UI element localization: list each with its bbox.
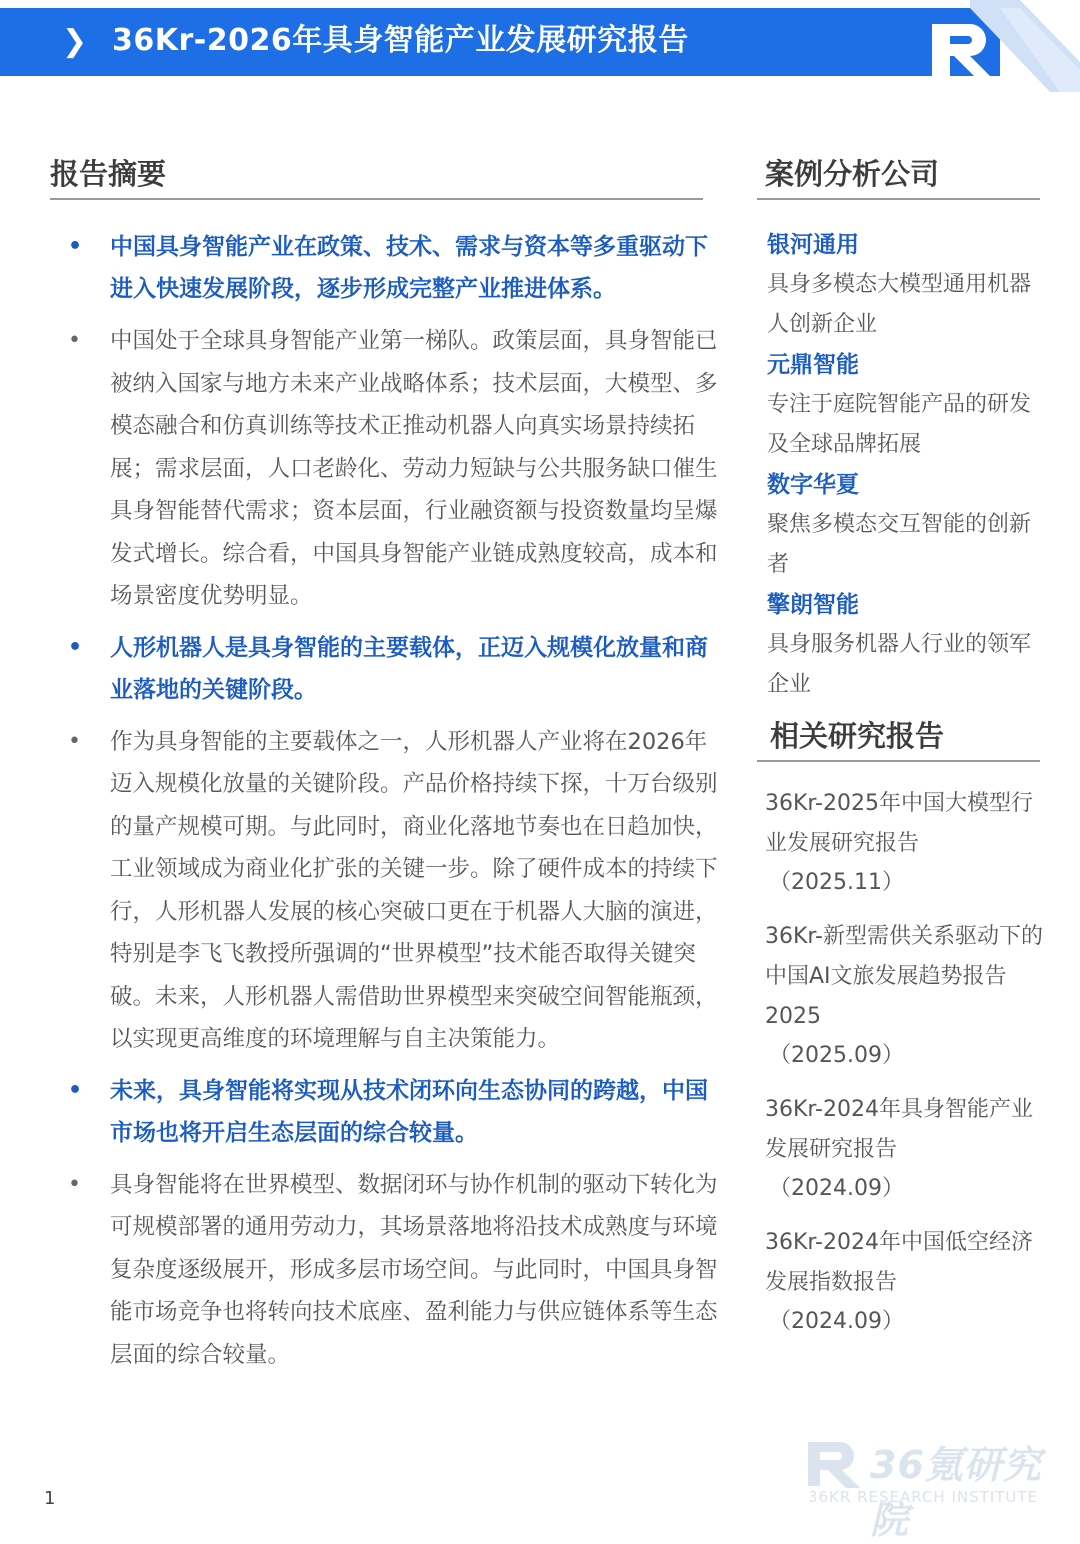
related-report-date: （2025.09） [769, 1043, 904, 1068]
summary-divider [50, 198, 703, 200]
bullet-dot-icon: • [68, 634, 83, 660]
page-number: 1 [44, 1488, 56, 1509]
cases-divider [757, 198, 1040, 200]
case-company-name: 数字华夏 [767, 472, 859, 498]
related-report-title[interactable]: 36Kr-2025年中国大模型行业发展研究报告 [765, 791, 1033, 856]
bullet-dot-icon: • [68, 728, 81, 754]
summary-paragraph-text: 作为具身智能的主要载体之一，人形机器人产业将在2026年迈入规模化放量的关键阶段。产品价格持续下探，十万台级别的量产规模可期。与此同时，商业化落地节奏也在日趋加快，工业领域成为商业化扩张的关键一步。除了硬件成本的持续下行，人形机器人发展的核心突破口更在于机器人大脑的演进，特别是李飞飞教授所强调的“世界模型”技术能否取得关键突破。未来，人形机器人需借助世界模型来突破空间智能瓶颈，以实现更高维度的环境理解与自主决策能力。 [110, 728, 718, 1052]
summary-highlight-text: 人形机器人是具身智能的主要载体，正迈入规模化放量和商业落地的关键阶段。 [110, 634, 708, 703]
case-company-name: 擎朗智能 [767, 592, 859, 618]
summary-paragraph-2 [62, 721, 722, 1061]
related-report-title[interactable]: 36Kr-2024年中国低空经济发展指数报告 [765, 1230, 1033, 1295]
summary-paragraph-1 [62, 320, 722, 618]
case-company-name: 元鼎智能 [767, 352, 859, 378]
summary-highlight-2 [62, 627, 722, 711]
related-report-date: （2024.09） [769, 1309, 904, 1334]
watermark-logo [800, 1432, 1055, 1542]
summary-highlight-text: 未来，具身智能将实现从技术闭环向生态协同的跨越，中国市场也将开启生态层面的综合较量。 [110, 1077, 708, 1146]
related-divider [757, 760, 1040, 762]
case-company [767, 585, 1047, 705]
related-report-date: （2024.09） [769, 1176, 904, 1201]
summary-highlight-text: 中国具身智能产业在政策、技术、需求与资本等多重驱动下进入快速发展阶段，逐步形成完整产业推进体系。 [110, 234, 708, 302]
related-report[interactable] [765, 1090, 1050, 1208]
bullet-dot-icon: • [68, 328, 81, 353]
summary-paragraph-text: 具身智能将在世界模型、数据闭环与协作机制的驱动下转化为可规模部署的通用劳动力，其场景落地将沿技术成熟度与环境复杂度逐级展开，形成多层市场空间。与此同时，中国具身智能市场竞争也将转向技术底座、盈利能力与供应链体系等生态层面的综合较量。 [110, 1171, 718, 1368]
bullet-dot-icon: • [68, 1171, 81, 1197]
report-title: 36Kr-2026年具身智能产业发展研究报告 [112, 23, 689, 58]
case-company-desc: 具身多模态大模型通用机器人创新企业 [767, 272, 1032, 337]
related-heading: 相关研究报告 [770, 719, 945, 753]
bullet-dot-icon: • [68, 1077, 83, 1103]
case-company-desc: 专注于庭院智能产品的研发及全球品牌拓展 [767, 392, 1032, 457]
related-report[interactable] [765, 1223, 1050, 1341]
summary-highlight-1 [62, 226, 722, 310]
cases-heading: 案例分析公司 [765, 157, 940, 191]
case-company-name: 银河通用 [767, 232, 859, 258]
summary-heading: 报告摘要 [50, 157, 167, 191]
related-report-title[interactable]: 36Kr-2024年具身智能产业发展研究报告 [765, 1097, 1033, 1162]
chevron-right-icon: ❯ [62, 24, 88, 59]
summary-paragraph-3 [62, 1164, 722, 1377]
case-company-desc: 聚焦多模态交互智能的创新者 [767, 512, 1032, 577]
summary-list [62, 226, 722, 1385]
logo-icon [900, 0, 1080, 92]
watermark-subtext: 36KR RESEARCH INSTITUTE [808, 1488, 1039, 1506]
watermark-icon [804, 1436, 864, 1490]
summary-highlight-3 [62, 1070, 722, 1154]
related-report-date: （2025.11） [769, 870, 904, 895]
case-company [767, 225, 1047, 345]
related-report[interactable] [765, 917, 1050, 1075]
header-banner [0, 0, 1080, 92]
related-report[interactable] [765, 784, 1050, 902]
related-report-list [765, 784, 1050, 1356]
related-report-title[interactable]: 36Kr-新型需供关系驱动下的中国AI文旅发展趋势报告2025 [765, 924, 1043, 1029]
case-company [767, 345, 1047, 465]
case-company-list [767, 225, 1047, 705]
bullet-dot-icon: • [68, 234, 83, 259]
case-company [767, 465, 1047, 585]
summary-paragraph-text: 中国处于全球具身智能产业第一梯队。政策层面，具身智能已被纳入国家与地方未来产业战略体系；技术层面，大模型、多模态融合和仿真训练等技术正推动机器人向真实场景持续拓展；需求层面，人口老龄化、劳动力短缺与公共服务缺口催生具身智能替代需求；资本层面，行业融资额与投资数量均呈爆发式增长。综合看，中国具身智能产业链成熟度较高，成本和场景密度优势明显。 [110, 328, 718, 609]
watermark-text: 36氪研究院 [870, 1443, 1042, 1542]
case-company-desc: 具身服务机器人行业的领军企业 [767, 632, 1032, 697]
